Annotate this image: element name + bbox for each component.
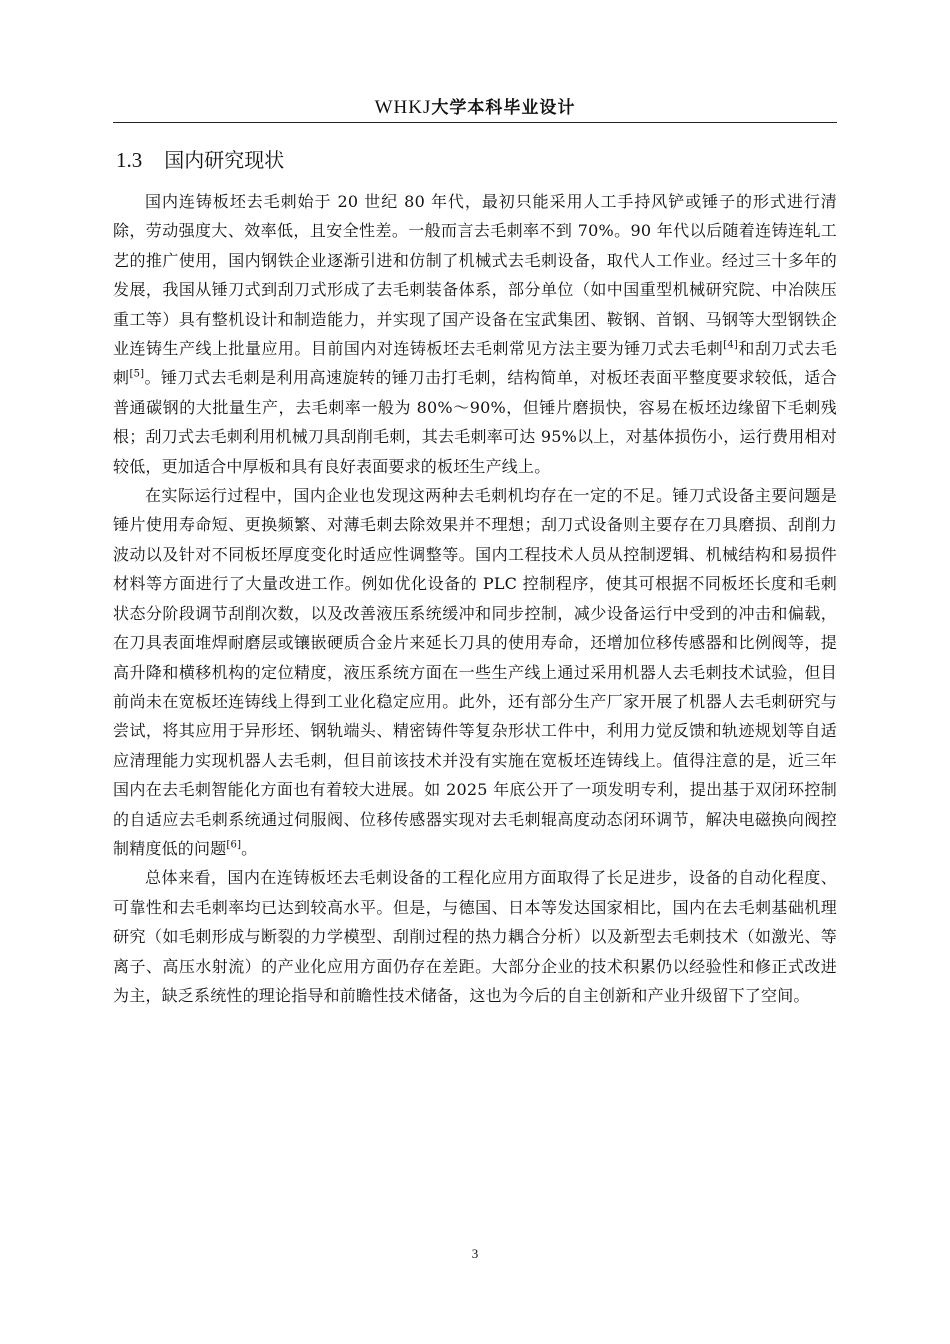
section-number: 1.3: [116, 148, 143, 172]
section-title: 国内研究现状: [164, 148, 285, 172]
page-header: [113, 88, 837, 123]
paragraph-2: [113, 481, 837, 863]
paragraph-1: [113, 187, 837, 481]
paragraph-text: 和刮刀式去毛刺: [113, 339, 837, 388]
paragraph-text: 。锤刀式去毛刺是利用高速旋转的锤刀击打毛刺，结构简单，对板坯表面平整度要求较低，适合普通碳钢的大批量生产，去毛刺率一般为 80%～90%，但锤片磨损快，容易在板坯边缘留下毛刺残根；刮刀式去毛刺利用机械刀具刮削毛刺，其去毛刺率可达 95%以上，对基体损伤小，运行费用相对较低，更加适合中厚板和具有良好表面要求的板坯生产线上。: [113, 368, 837, 476]
citation: [6]: [226, 839, 242, 851]
header-text: [375, 93, 576, 119]
section-heading: [116, 144, 284, 173]
paragraph-text: 国内连铸板坯去毛刺始于 20 世纪 80 年代，最初只能采用人工手持风铲或锤子的形式进行清除，劳动强度大、效率低，且安全性差。一般而言去毛刺率不到 70%。90 年代以后随着连铸连轧工艺的推广使用，国内钢铁企业逐渐引进和仿制了机械式去毛刺设备，取代人工作业。经过三十多年的发展，我国从锤刀式到刮刀式形成了去毛刺装备体系，部分单位（如中国重型机械研究院、中冶陕压重工等）具有整机设计和制造能力，并实现了国产设备在宝武集团、鞍钢、首钢、马钢等大型钢铁企业连铸生产线上批量应用。目前国内对连铸板坯去毛刺常见方法主要为锤刀式去毛刺: [113, 192, 837, 359]
page-number: 3: [471, 1246, 479, 1261]
body-text: [113, 187, 837, 1010]
citation: [4]: [723, 339, 739, 351]
paragraph-3: [113, 863, 837, 1010]
paragraph-text: 总体来看，国内在连铸板坯去毛刺设备的工程化应用方面取得了长足进步，设备的自动化程度、可靠性和去毛刺率均已达到较高水平。但是，与德国、日本等发达国家相比，国内在去毛刺基础机理研究（如毛刺形成与断裂的力学模型、刮削过程的热力耦合分析）以及新型去毛刺技术（如激光、等离子、高压水射流）的产业化应用方面仍存在差距。大部分企业的技术积累仍以经验性和修正式改进为主，缺乏系统性的理论指导和前瞻性技术储备，这也为今后的自主创新和产业升级留下了空间。: [113, 868, 837, 1005]
citation: [5]: [129, 369, 145, 381]
paragraph-text: 在实际运行过程中，国内企业也发现这两种去毛刺机均存在一定的不足。锤刀式设备主要问题是锤片使用寿命短、更换频繁、对薄毛刺去除效果并不理想；刮刀式设备则主要存在刀具磨损、刮削力波动以及针对不同板坯厚度变化时适应性调整等。国内工程技术人员从控制逻辑、机械结构和易损件材料等方面进行了大量改进工作。例如优化设备的 PLC 控制程序，使其可根据不同板坯长度和毛刺状态分阶段调节刮削次数，以及改善液压系统缓冲和同步控制，减少设备运行中受到的冲击和偏载，在刀具表面堆焊耐磨层或镶嵌硬质合金片来延长刀具的使用寿命，还增加位移传感器和比例阀等，提高升降和横移机构的定位精度，液压系统方面在一些生产线上通过采用机器人去毛刺技术试验，但目前尚未在宽板坯连铸线上得到工业化稳定应用。此外，还有部分生产厂家开展了机器人去毛刺研究与尝试，将其应用于异形坯、钢轨端头、精密铸件等复杂形状工件中，利用力觉反馈和轨迹规划等自适应清理能力实现机器人去毛刺，但目前该技术并没有实施在宽板坯连铸线上。值得注意的是，近三年国内在去毛刺智能化方面也有着较大进展。如 2025 年底公开了一项发明专利，提出基于双闭环控制的自适应去毛刺系统通过伺服阀、位移传感器实现对去毛刺辊高度动态闭环调节，解决电磁换向阀控制精度低的问题: [113, 486, 837, 858]
header-code: WHKJ: [374, 97, 432, 118]
header-title: 大学本科毕业设计: [431, 98, 576, 118]
paragraph-text: 。: [241, 838, 258, 858]
